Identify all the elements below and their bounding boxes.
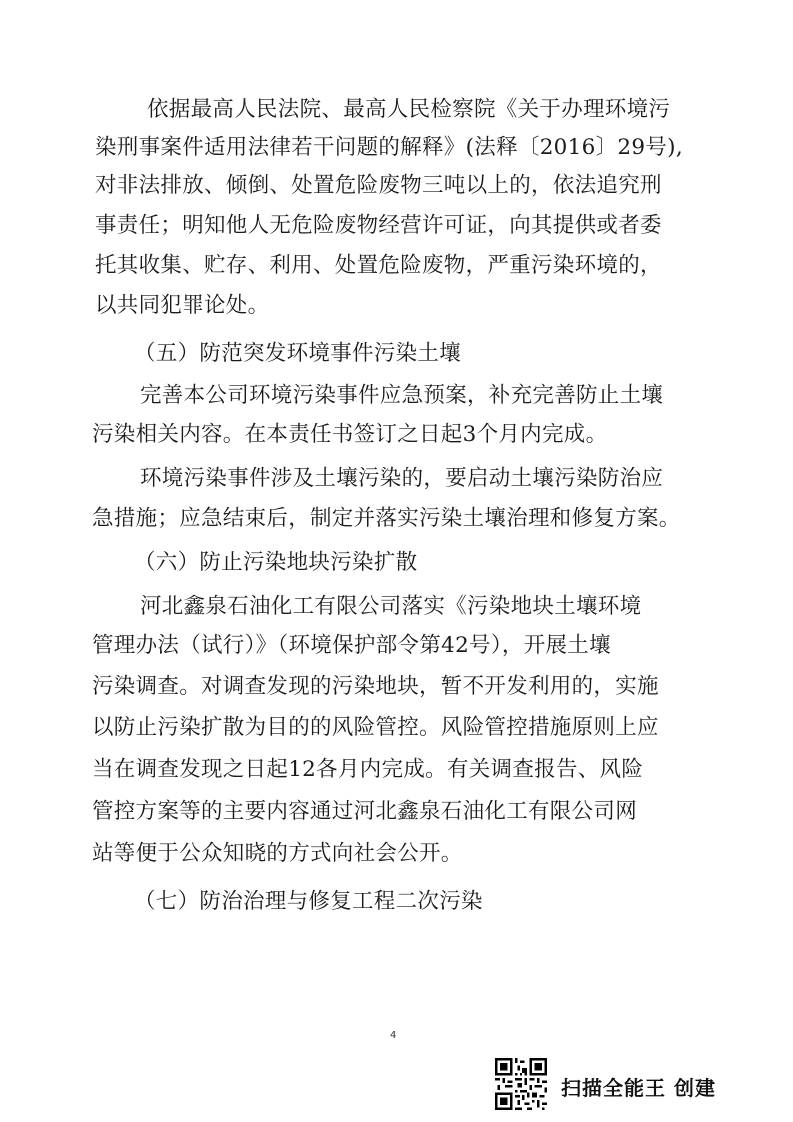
- scanner-watermark: [495, 1058, 785, 1114]
- paragraph-4-line-1: 河北鑫泉石油化工有限公司落实《污染地块土壤环境: [140, 594, 642, 619]
- page-number: 4: [390, 1030, 397, 1041]
- paragraph-1-line-5: 托其收集、贮存、利用、处置危险废物，严重污染环境的，: [95, 253, 662, 278]
- paragraph-3-line-2: 急措施；应急结束后，制定并落实污染土壤治理和修复方案。: [92, 506, 681, 531]
- paragraph-1-line-6: 以共同犯罪论处。: [95, 293, 270, 318]
- paragraph-4-line-6: 管控方案等的主要内容通过河北鑫泉石油化工有限公司网: [92, 799, 638, 824]
- paragraph-1-line-2: 染刑事案件适用法律若干问题的解释》(法释〔2016〕29号),: [95, 135, 683, 160]
- section-heading-5: （五）防范突发环境事件污染土壤: [134, 341, 462, 366]
- paragraph-4-line-3: 污染调查。对调查发现的污染地块，暂不开发利用的，实施: [92, 674, 659, 699]
- paragraph-2-line-2: 污染相关内容。在本责任书签订之日起3个月内完成。: [92, 422, 608, 447]
- paragraph-3-line-1: 环境污染事件涉及土壤污染的，要启动土壤污染防治应: [140, 466, 664, 491]
- paragraph-4-line-4: 以防止污染扩散为目的的风险管控。风险管控措施原则上应: [92, 715, 659, 740]
- paragraph-1-line-1: 依据最高人民法院、最高人民检察院《关于办理环境污: [147, 97, 671, 122]
- paragraph-4-line-5: 当在调查发现之日起12各月内完成。有关调查报告、风险: [92, 757, 644, 782]
- section-heading-6: （六）防止污染地块污染扩散: [134, 550, 418, 575]
- paragraph-4-line-2: 管理办法（试行）》（环境保护部令第42号），开展土壤: [92, 633, 611, 658]
- watermark-text: 扫描全能王 创建: [561, 1076, 716, 1100]
- section-heading-7: （七）防治治理与修复工程二次污染: [134, 889, 483, 914]
- paragraph-2-line-1: 完善本公司环境污染事件应急预案，补充完善防止土壤: [140, 383, 664, 408]
- paragraph-1-line-4: 事责任；明知他人无危险废物经营许可证，向其提供或者委: [95, 213, 662, 238]
- paragraph-4-line-7: 站等便于公众知晓的方式向社会公开。: [92, 841, 463, 866]
- qr-code-icon: [495, 1058, 547, 1110]
- paragraph-1-line-3: 对非法排放、倾倒、处置危险废物三吨以上的，依法追究刑: [95, 173, 662, 198]
